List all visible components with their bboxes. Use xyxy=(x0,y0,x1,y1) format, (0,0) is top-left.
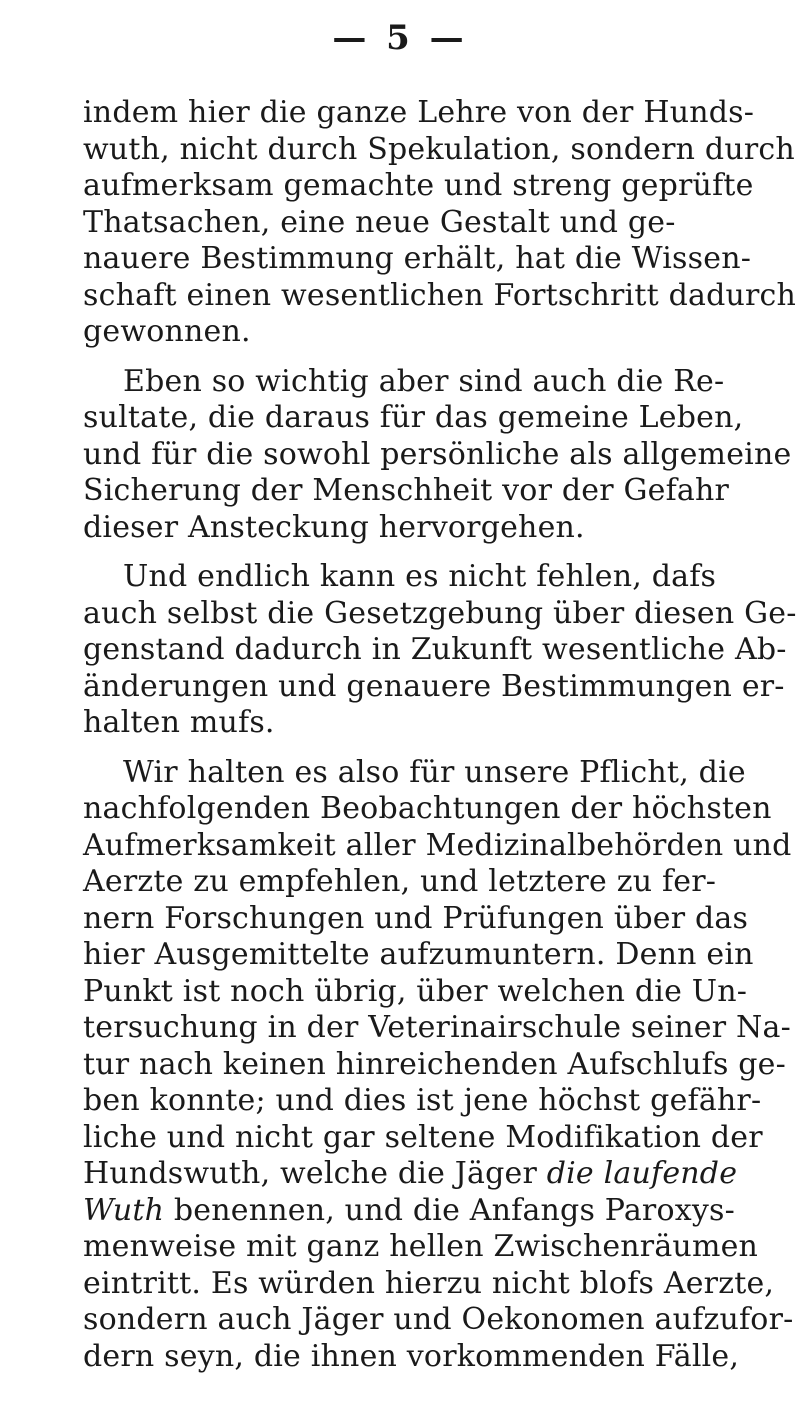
text-line: änderungen und genauere Bestimmungen er- xyxy=(83,668,785,704)
body-text xyxy=(83,95,797,1375)
text-line: Wir halten es also für unsere Pflicht, die xyxy=(123,754,746,790)
paragraph-3 xyxy=(83,559,797,742)
text-line: Eben so wichtig aber sind auch die Re- xyxy=(123,363,725,399)
text-line: dern seyn, die ihnen vorkommenden Fälle, xyxy=(83,1338,740,1374)
text-line: nauere Bestimmung erhält, hat die Wissen- xyxy=(83,241,752,276)
paragraph-1 xyxy=(83,95,797,351)
text-line: tur nach keinen hinreichenden Aufschlufs ge- xyxy=(83,1046,786,1082)
italic-term: die laufende xyxy=(546,1156,738,1191)
text-line: Punkt ist noch übrig, über welchen die Un- xyxy=(83,973,748,1009)
text-line: menweise mit ganz hellen Zwischenräumen xyxy=(83,1229,759,1264)
text-line: nachfolgenden Beobachtungen der höchsten xyxy=(83,791,772,826)
text-line: halten mufs. xyxy=(83,705,275,740)
text-line: gewonnen. xyxy=(83,314,251,349)
text-line xyxy=(83,1156,773,1193)
text-line: liche und nicht gar seltene Modifikation der xyxy=(83,1119,763,1155)
text-line xyxy=(83,1193,773,1230)
text-line: aufmerksam gemachte und streng geprüfte xyxy=(83,168,754,203)
paragraph-gap xyxy=(83,546,773,559)
text-line: genstand dadurch in Zukunft wesentliche Ab- xyxy=(83,632,787,667)
text-line: sultate, die daraus für das gemeine Leben, xyxy=(83,400,744,435)
text-segment: benennen, und die Anfangs Paroxys- xyxy=(164,1192,735,1228)
text-line: tersuchung in der Veterinairschule seiner Na- xyxy=(83,1010,791,1045)
text-line: hier Ausgemittelte aufzumuntern. Denn ein xyxy=(83,937,754,972)
paragraph-gap xyxy=(83,351,773,364)
page-number: — 5 — xyxy=(332,18,468,58)
text-line: sondern auch Jäger und Oekonomen aufzufor- xyxy=(83,1302,794,1337)
paragraph-gap xyxy=(83,742,773,755)
text-line: ben konnte; und dies ist jene höchst gefähr- xyxy=(83,1083,762,1118)
text-line: Thatsachen, eine neue Gestalt und ge- xyxy=(83,204,676,240)
italic-term: Wuth xyxy=(83,1192,165,1228)
text-line: Aufmerksamkeit aller Medizinalbehörden und xyxy=(83,827,792,863)
text-line: schaft einen wesentlichen Fortschritt dadurch xyxy=(83,277,797,313)
text-line: und für die sowohl persönliche als allgemeine xyxy=(83,436,792,472)
text-line: Aerzte zu empfehlen, und letztere zu fer- xyxy=(83,864,717,899)
text-segment: Hundswuth, welche die Jäger xyxy=(83,1156,547,1191)
text-line: Sicherung der Menschheit vor der Gefahr xyxy=(83,473,730,508)
paragraph-2 xyxy=(83,363,792,547)
paragraph-4 xyxy=(83,754,794,1376)
text-line: dieser Ansteckung hervorgehen. xyxy=(83,509,585,545)
text-line: auch selbst die Gesetzgebung über diesen Ge- xyxy=(83,595,797,631)
text-line: nern Forschungen und Prüfungen über das xyxy=(83,900,749,936)
text-line: indem hier die ganze Lehre von der Hunds- xyxy=(83,95,755,130)
text-line: Und endlich kann es nicht fehlen, dafs xyxy=(123,559,717,594)
text-line: wuth, nicht durch Spekulation, sondern durch xyxy=(83,131,795,167)
text-line: eintritt. Es würden hierzu nicht blofs Aerzte, xyxy=(83,1265,775,1301)
